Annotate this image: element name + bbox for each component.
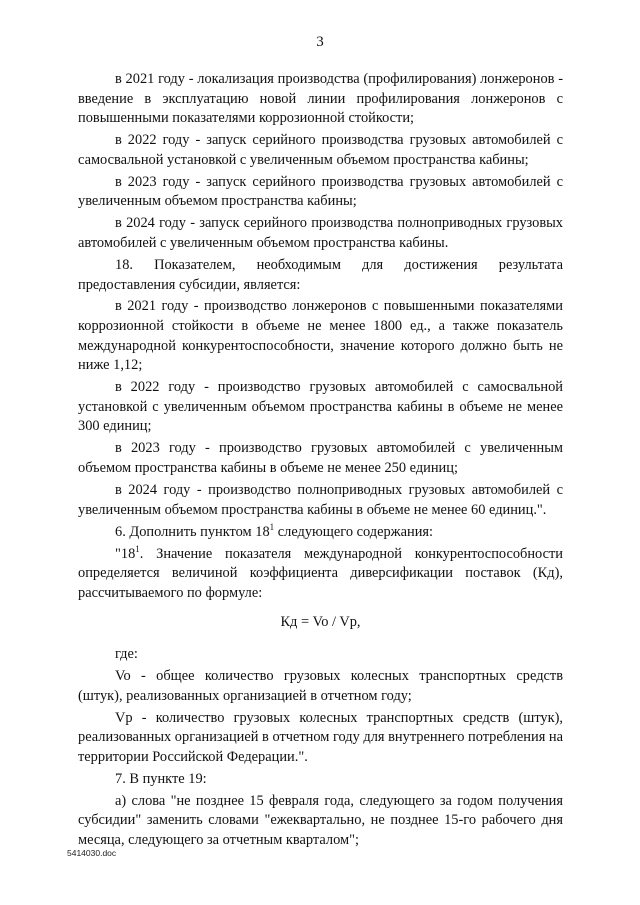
paragraph-item-7: 7. В пункте 19: (115, 770, 207, 787)
paragraph-2023-stage: в 2023 году - запуск серийного производства грузовых автомобилей с увеличенным объемом пространства кабины; (78, 173, 563, 210)
paragraph-2022-stage: в 2022 году - запуск серийного производства грузовых автомобилей с самосвальной установкой с увеличенным объемом пространства кабины; (78, 132, 563, 168)
paragraph-2024-indicator: в 2024 году - производство полноприводных грузовых автомобилей с увеличенным объемом пространства кабины в объеме не менее 60 единиц.". (78, 482, 563, 518)
paragraph-item-18-1 (78, 545, 563, 604)
formula: Кд = Vo / Vp, (280, 614, 361, 631)
paragraph-item-7a: а) слова "не позднее 15 февраля года, следующего за годом получения субсидии" заменить словами "ежеквартально, не позднее 15-го рабочего дня месяца, следующего за отчетным кварталом"; (78, 792, 563, 848)
paragraph-item-6 (78, 523, 563, 543)
where-label: где: (115, 645, 138, 662)
item18-1-superscript: 1 (135, 543, 140, 554)
item18-1-text-before: "18 (115, 545, 136, 562)
document-filename-footer: 5414030.doc (67, 848, 117, 858)
definition-vo: Vo - общее количество грузовых колесных транспортных средств (штук), реализованных организацией в отчетном году; (78, 667, 563, 704)
paragraph-2024-stage: в 2024 году - запуск серийного производства полноприводных грузовых автомобилей с увеличенным объемом пространства кабины. (78, 215, 563, 251)
item6-text-before: 6. Дополнить пунктом 18 (115, 523, 270, 540)
paragraph-2023-indicator: в 2023 году - производство грузовых автомобилей с увеличенным объемом пространства кабины в объеме не менее 250 единиц; (78, 440, 563, 477)
paragraph-item-18: 18. Показателем, необходимым для достижения результата предоставления субсидии, является: (78, 256, 563, 293)
page-number: 3 (316, 34, 324, 50)
paragraph-2021-stage: в 2021 году - локализация производства (профилирования) лонжеронов - введение в эксплуатацию новой линии профилирования лонжеронов с повышенными показателями коррозионной стойкости; (78, 71, 563, 127)
document-body (78, 70, 563, 853)
item6-superscript: 1 (269, 521, 275, 532)
item6-text-after: следующего содержания: (274, 523, 434, 540)
paragraph-2022-indicator: в 2022 году - производство грузовых автомобилей с самосвальной установкой с увеличенным объемом пространства кабины в объеме не менее 300 единиц; (78, 379, 563, 435)
item18-1-text-after: . Значение показателя международной конкурентоспособности определяется величиной коэффициента диверсификации поставок (Кд), рассчитываемого по формуле: (78, 545, 563, 601)
definition-vp: Vp - количество грузовых колесных транспортных средств (штук), реализованных организацией в отчетном году для внутреннего потребления на территории Российской Федерации.". (78, 709, 563, 765)
paragraph-2021-indicator: в 2021 году - производство лонжеронов с повышенными показателями коррозионной стойкости в объеме не менее 1800 ед., а также показатель международной конкурентоспособности, значение которого должно быть не ниже 1,12; (78, 298, 563, 374)
